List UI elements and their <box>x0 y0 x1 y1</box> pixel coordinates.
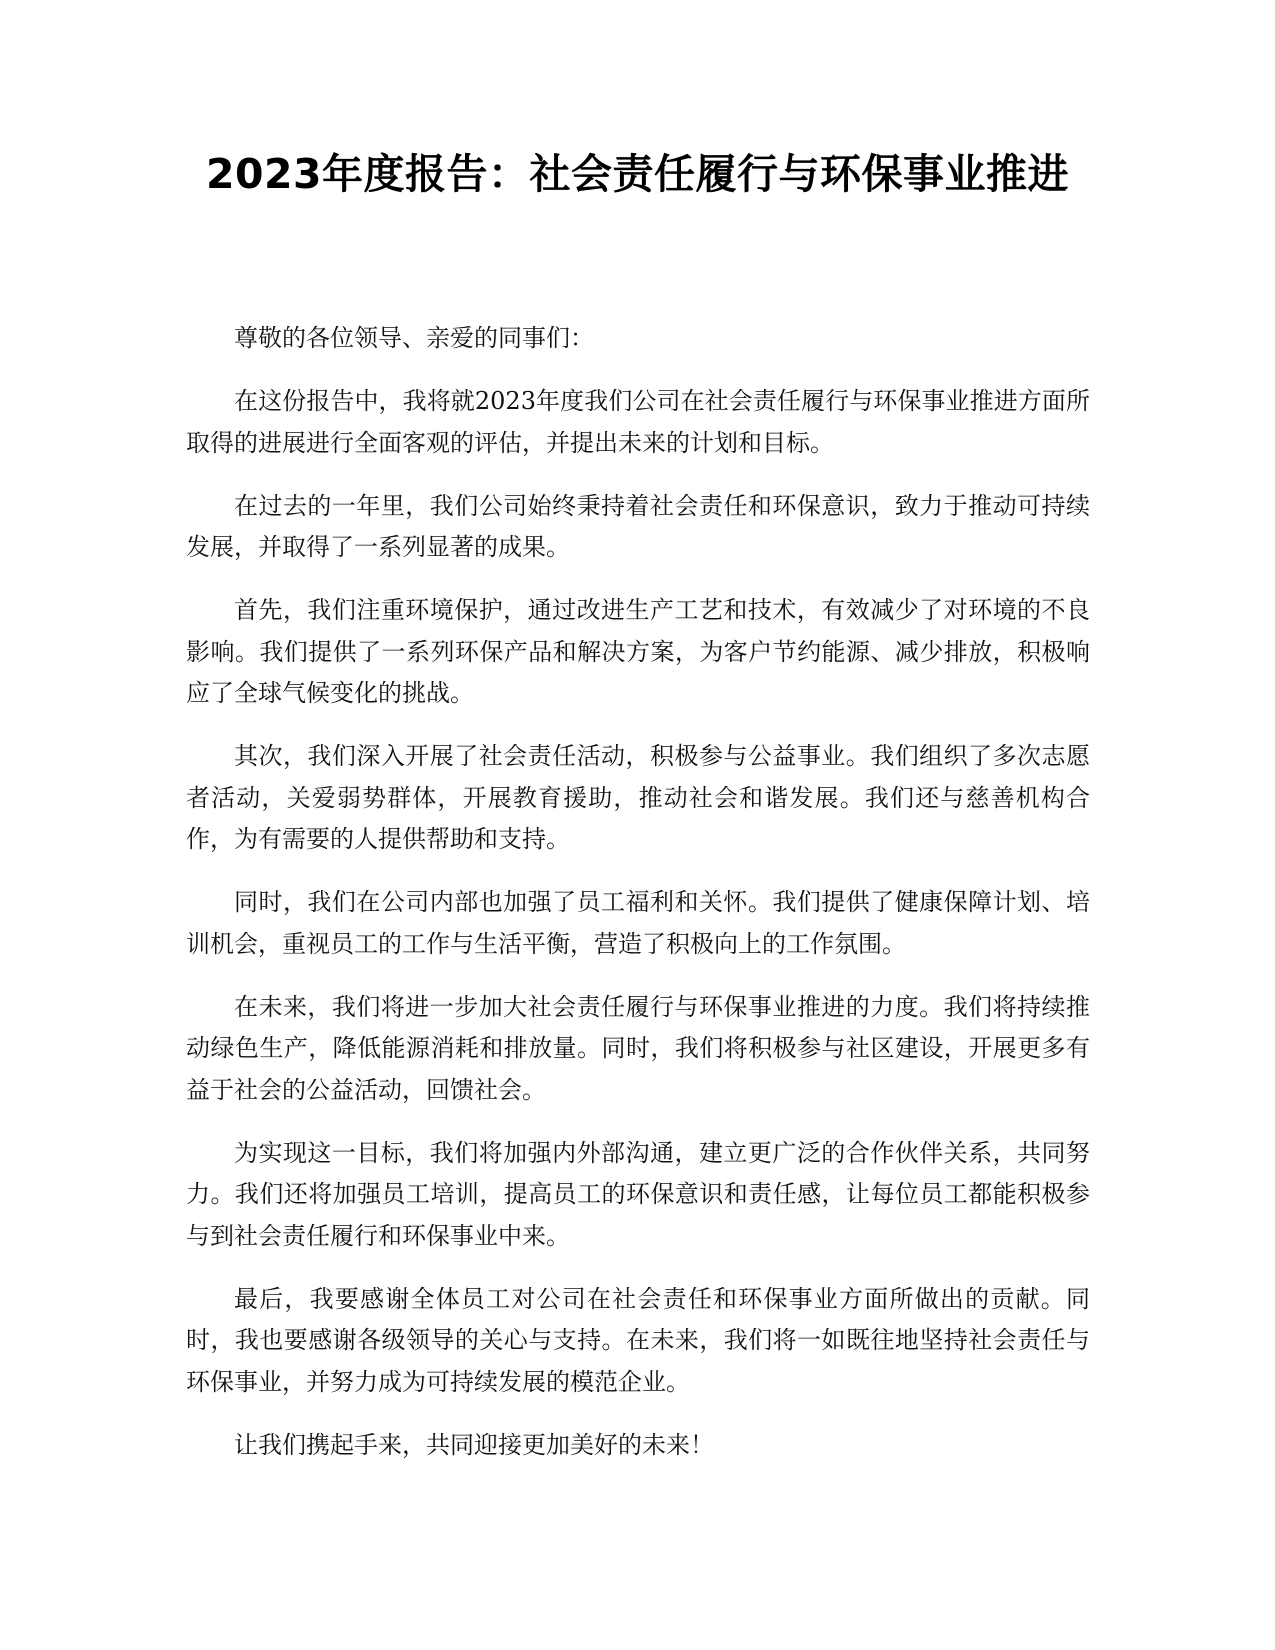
intro-paragraph: 在这份报告中，我将就2023年度我们公司在社会责任履行与环保事业推进方面所取得的进展进行全面客观的评估，并提出未来的计划和目标。 <box>186 387 1090 457</box>
employee-welfare-paragraph: 同时，我们在公司内部也加强了员工福利和关怀。我们提供了健康保障计划、培训机会，重视员工的工作与生活平衡，营造了积极向上的工作氛围。 <box>186 888 1090 958</box>
future-plan-paragraph: 在未来，我们将进一步加大社会责任履行与环保事业推进的力度。我们将持续推动绿色生产，降低能源消耗和排放量。同时，我们将积极参与社区建设，开展更多有益于社会的公益活动，回馈社会。 <box>186 992 1090 1104</box>
document-body <box>186 318 1090 1488</box>
environment-paragraph: 首先，我们注重环境保护，通过改进生产工艺和技术，有效减少了对环境的不良影响。我们提供了一系列环保产品和解决方案，为客户节约能源、减少排放，积极响应了全球气候变化的挑战。 <box>186 596 1090 707</box>
social-responsibility-paragraph: 其次，我们深入开展了社会责任活动，积极参与公益事业。我们组织了多次志愿者活动，关爱弱势群体，开展教育援助，推动社会和谐发展。我们还与慈善机构合作，为有需要的人提供帮助和支持。 <box>186 742 1090 853</box>
goal-paragraph: 为实现这一目标，我们将加强内外部沟通，建立更广泛的合作伙伴关系，共同努力。我们还将加强员工培训，提高员工的环保意识和责任感，让每位员工都能积极参与到社会责任履行和环保事业中来。 <box>186 1138 1090 1250</box>
past-year-paragraph: 在过去的一年里，我们公司始终秉持着社会责任和环保意识，致力于推动可持续发展，并取得了一系列显著的成果。 <box>186 491 1090 561</box>
closing-paragraph: 让我们携起手来，共同迎接更加美好的未来！ <box>234 1430 714 1459</box>
salutation-paragraph: 尊敬的各位领导、亲爱的同事们： <box>234 324 594 352</box>
thanks-paragraph: 最后，我要感谢全体员工对公司在社会责任和环保事业方面所做出的贡献。同时，我也要感谢各级领导的关心与支持。在未来，我们将一如既往地坚持社会责任与环保事业，并努力成为可持续发展的模范企业。 <box>186 1284 1090 1396</box>
document-title: 2023年度报告：社会责任履行与环保事业推进 <box>205 150 1070 198</box>
